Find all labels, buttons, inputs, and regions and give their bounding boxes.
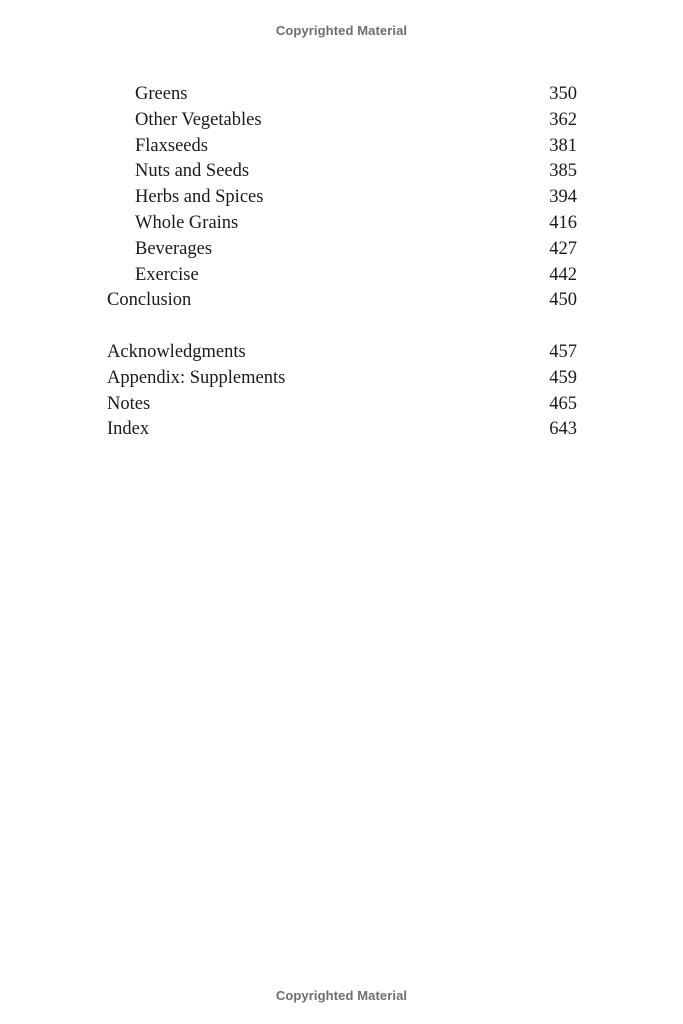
toc-entry-title: Index xyxy=(107,419,150,440)
toc-entry-page: 459 xyxy=(549,367,577,388)
toc-entry-page: 427 xyxy=(549,238,577,259)
toc-spacer xyxy=(107,314,577,340)
toc-entry-page: 394 xyxy=(549,187,577,208)
toc-entry-page: 465 xyxy=(549,393,577,414)
toc-entry-beverages xyxy=(107,237,577,263)
toc-entry-page: 442 xyxy=(549,264,577,285)
toc-entry-nuts-and-seeds xyxy=(107,159,577,185)
toc-entry-index xyxy=(107,417,577,443)
toc-entry-title: Notes xyxy=(107,393,151,414)
toc-entry-title: Herbs and Spices xyxy=(135,187,264,208)
toc-entry-title: Flaxseeds xyxy=(135,135,208,156)
toc-entry-title: Appendix: Supplements xyxy=(107,367,286,388)
toc-entry-flaxseeds xyxy=(107,134,577,160)
toc-entry-page: 450 xyxy=(549,290,577,311)
toc-entry-title: Nuts and Seeds xyxy=(135,161,250,182)
toc-entry-appendix-supplements xyxy=(107,366,577,392)
toc-entry-page: 416 xyxy=(549,212,577,233)
toc-entry-page: 381 xyxy=(549,135,577,156)
copyright-watermark-bottom: Copyrighted Material xyxy=(275,988,408,1003)
toc-entry-herbs-and-spices xyxy=(107,185,577,211)
toc-entry-exercise xyxy=(107,263,577,289)
toc-entry-greens xyxy=(107,82,577,108)
toc-entry-page: 350 xyxy=(549,84,577,104)
toc-entry-title: Conclusion xyxy=(107,290,192,311)
toc-entry-whole-grains xyxy=(107,211,577,237)
toc-entry-acknowledgments xyxy=(107,340,577,366)
toc-entry-title: Beverages xyxy=(135,238,213,259)
toc-entry-notes xyxy=(107,392,577,418)
table-of-contents xyxy=(107,82,577,443)
toc-entry-conclusion xyxy=(107,288,577,314)
toc-entry-page: 385 xyxy=(549,161,577,182)
toc-entry-page: 362 xyxy=(549,109,577,130)
copyright-watermark-top: Copyrighted Material xyxy=(275,23,408,38)
toc-entry-title: Greens xyxy=(135,84,188,104)
toc-entry-page: 457 xyxy=(549,341,577,362)
toc-entry-title: Other Vegetables xyxy=(135,109,262,130)
toc-entry-page: 643 xyxy=(549,419,577,440)
toc-entry-title: Whole Grains xyxy=(135,212,239,233)
toc-entry-other-vegetables xyxy=(107,108,577,134)
toc-entry-title: Acknowledgments xyxy=(107,341,246,362)
toc-entry-title: Exercise xyxy=(135,264,199,285)
